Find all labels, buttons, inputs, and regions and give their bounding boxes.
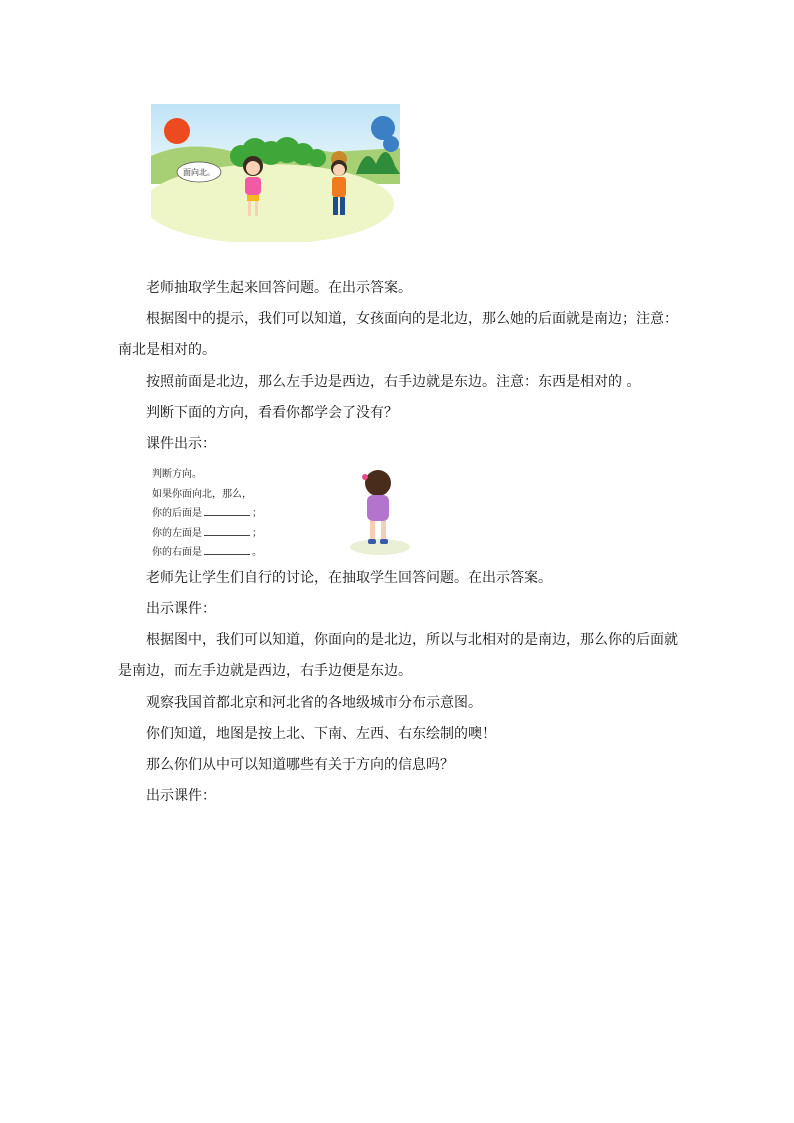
exercise-prefix: 你的左面是 (152, 527, 202, 539)
answer-blank (204, 506, 250, 516)
paragraph: 根据图中的提示，我们可以知道，女孩面向的是北边，那么她的后面就是南边；注意：南北是相对的。 (118, 311, 678, 358)
answer-blank (204, 526, 250, 536)
exercise-suffix: ； (252, 508, 262, 519)
exercise-line (152, 543, 262, 563)
exercise-line: 如果你面向北，那么， (152, 488, 252, 500)
exercise-prefix: 你的右面是 (152, 547, 202, 558)
paragraph: 出示课件： (146, 601, 216, 617)
exercise-text (152, 465, 262, 563)
paragraph: 观察我国首都北京和河北省的各地级城市分布示意图。 (146, 695, 482, 711)
exercise-suffix: ； (252, 527, 262, 539)
answer-blank (204, 545, 250, 555)
children-park-illustration (151, 104, 400, 242)
paragraph: 按照前面是北边，那么左手边是西边，右手边就是东边。注意：东西是相对的 。 (146, 374, 641, 390)
paragraph: 你们知道，地图是按上北、下南、左西、右东绘制的噢！ (146, 726, 496, 742)
girl-back-figure (362, 470, 391, 544)
paragraph: 根据图中，我们可以知道，你面向的是北边，所以与北相对的是南边，那么你的后面就是南边，而左手边就是西边，右手边便是东边。 (118, 632, 678, 679)
paragraph: 老师先让学生们自行的讨论，在抽取学生回答问题。在出示答案。 (146, 570, 552, 586)
paragraph: 出示课件： (146, 788, 216, 804)
exercise-suffix: 。 (252, 547, 262, 558)
exercise-prefix: 你的后面是 (152, 508, 202, 519)
paragraph: 判断下面的方向，看看你都学会了没有？ (146, 405, 398, 421)
exercise-line: 判断方向。 (152, 469, 202, 480)
exercise-line (152, 504, 262, 524)
paragraph: 课件出示： (146, 436, 216, 452)
sun-icon (164, 118, 190, 144)
exercise-line (152, 524, 262, 544)
paragraph: 老师抽取学生起来回答问题。在出示答案。 (146, 280, 412, 296)
paragraph: 那么你们从中可以知道哪些有关于方向的信息吗？ (146, 757, 454, 773)
speech-bubble-text: 面向北。 (183, 168, 215, 177)
